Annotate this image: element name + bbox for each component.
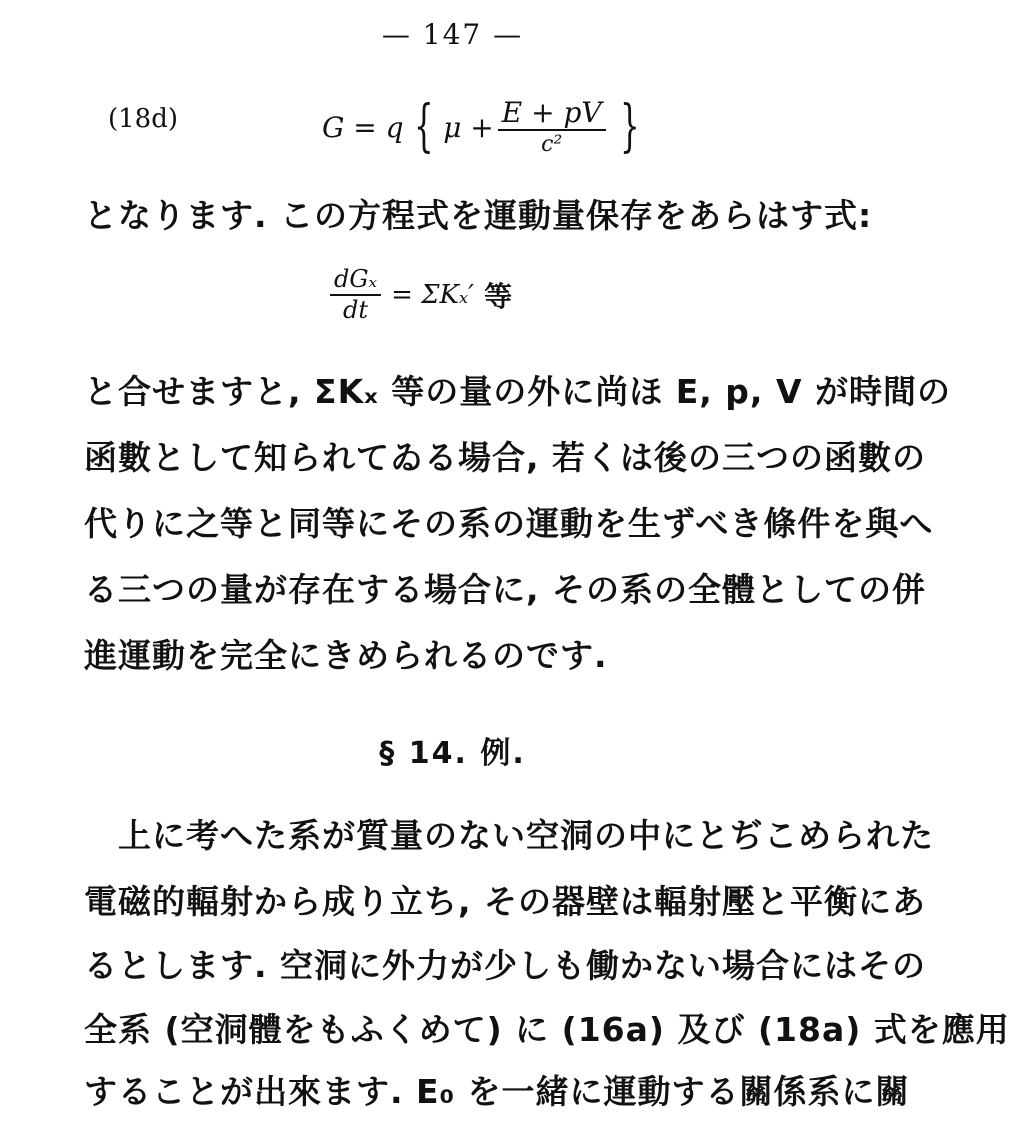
brace-close: }	[619, 94, 640, 159]
equation-fraction	[498, 95, 606, 158]
text-line: となります. この方程式を運動量保存をあらはす式:	[84, 196, 873, 235]
text-line: 代りに之等と同等にその系の運動を生ずべき條件を與へ	[84, 504, 934, 543]
text-line: することが出來ます. E₀ を一緒に運動する關係系に關	[84, 1072, 910, 1111]
text-line: と合せますと, ΣKₓ 等の量の外に尚ほ E, p, V が時間の	[84, 372, 951, 411]
text-line: 上に考へた系が質量のない空洞の中にとぢこめられた	[118, 816, 934, 855]
derivative-numerator: dGₓ	[330, 267, 381, 296]
equation-suffix: 等	[484, 280, 513, 313]
text-line: 全系 (空洞體をもふくめて) に (16a) 及び (18a) 式を應用	[84, 1010, 1010, 1049]
page-number: — 147 —	[381, 18, 524, 51]
text-line: 進運動を完全にきめられるのです.	[84, 636, 608, 675]
equation-lhs: G = q	[322, 110, 404, 144]
equation-rhs: = ΣKₓ′	[391, 280, 475, 310]
derivative-fraction	[330, 264, 381, 324]
fraction-denominator: c²	[541, 132, 563, 158]
derivative-denominator: dt	[343, 296, 369, 324]
brace-open: {	[413, 94, 434, 159]
equation-label: (18d)	[108, 104, 179, 134]
text-line: る三つの量が存在する場合に, その系の全體としての併	[84, 570, 927, 609]
equation-momentum	[326, 262, 512, 328]
text-line: 電磁的輻射から成り立ち, その器壁は輻射壓と平衡にあ	[84, 882, 927, 921]
fraction-numerator: E + pV	[498, 98, 606, 131]
text-line: るとします. 空洞に外力が少しも働かない場合にはその	[84, 946, 927, 985]
text-line: 函數として知られてゐる場合, 若くは後の三つの函數の	[84, 438, 927, 477]
section-heading: § 14. 例.	[379, 736, 526, 771]
equation-18d	[322, 92, 649, 162]
equation-mu-plus: μ +	[443, 110, 494, 144]
